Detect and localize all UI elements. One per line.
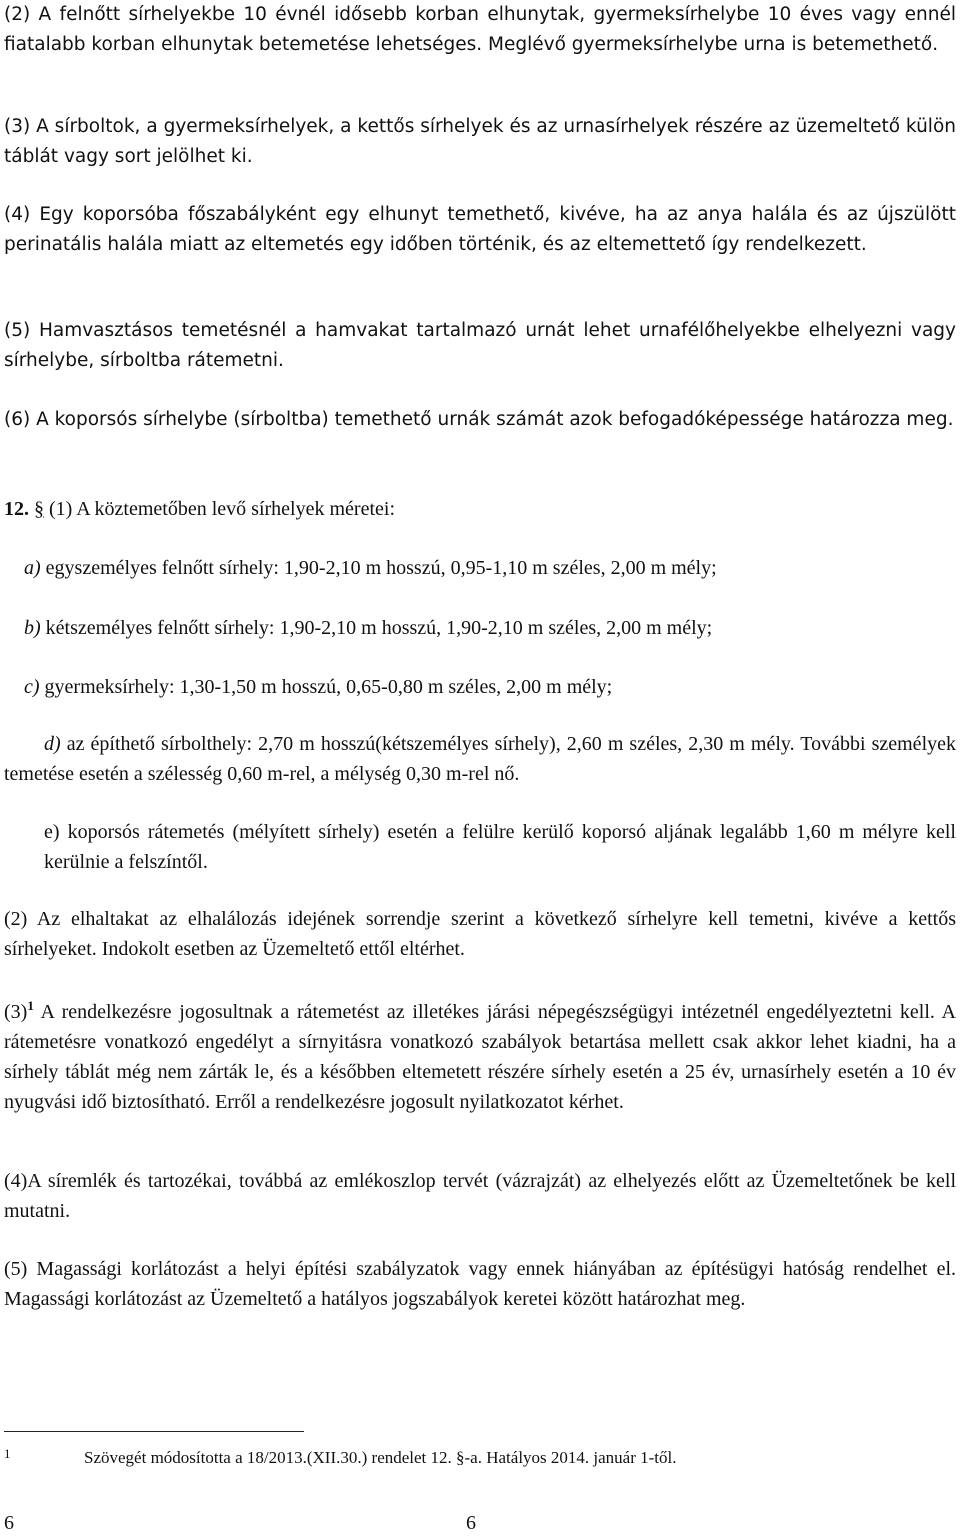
paragraph-12-3-text: A rendelkezésre jogosultnak a rátemetést az illetékes járási népegészségügyi intézetnél engedélyeztetni kell. A rátemetésre vonatkozó engedélyt a sírnyitásra vonatkozó szabályok betartása mellett csak akkor lehet kiadni, ha a sírhely táblát még nem zárták le, és a későbben eltemetett részére sírhely esetén a 25 év, urnasírhely esetén a 10 év nyugvási idő biztosítható. Erről a rendelkezésre jogosult nyilatkozatot kérhet. xyxy=(4,1001,956,1113)
list-item-c xyxy=(24,672,956,702)
list-label-d: d) xyxy=(44,733,61,755)
list-text-b: kétszemélyes felnőtt sírhely: 1,90-2,10 m hosszú, 1,90-2,10 m széles, 2,00 m mély; xyxy=(40,617,713,639)
section-12-intro: (1) A köztemetőben levő sírhelyek méretei: xyxy=(44,498,395,520)
list-label-b: b) xyxy=(24,617,41,639)
list-text-a: egyszemélyes felnőtt sírhely: 1,90-2,10 m hosszú, 0,95-1,10 m széles, 2,00 m mély; xyxy=(40,557,717,579)
page-number-right: 6 xyxy=(466,1512,476,1534)
list-text-e: e) koporsós rátemetés (mélyített sírhely) esetén a felülre kerülő koporsó aljának legalább 1,60 m mélyre kell kerülnie a felszíntől. xyxy=(44,821,956,873)
paragraph-12-3-prefix: (3) xyxy=(4,1001,28,1023)
footnote-number: 1 xyxy=(4,1446,11,1461)
section-sign: § xyxy=(34,498,44,520)
paragraph-12-3 xyxy=(4,991,956,1117)
paragraph-11-2: (2) A felnőtt sírhelyekbe 10 évnél idősebb korban elhunytak, gyermeksírhelybe 10 éves vagy ennél fiatalabb korban elhunytak betemetése lehetséges. Meglévő gyermeksírhelybe urna is betemethető. xyxy=(4,4,956,55)
list-item-a xyxy=(24,553,956,583)
paragraph-11-3: (3) A sírboltok, a gyermeksírhelyek, a kettős sírhelyek és az urnasírhelyek részére az üzemeltető külön táblát vagy sort jelölhet ki. xyxy=(4,116,956,167)
footnote-divider xyxy=(4,1431,304,1432)
list-item-d xyxy=(4,729,956,789)
page-number-left: 6 xyxy=(4,1512,14,1534)
footnote-reference[interactable]: 1 xyxy=(27,998,34,1013)
paragraph-12-4: (4)A síremlék és tartozékai, továbbá az emlékoszlop tervét (vázrajzát) az elhelyezés előtt az Üzemeltetőnek be kell mutatni. xyxy=(4,1170,956,1222)
section-12-heading xyxy=(4,494,956,524)
list-item-e xyxy=(44,817,956,877)
paragraph-11-4: (4) Egy koporsóba főszabályként egy elhunyt temethető, kivéve, ha az anya halála és az újszülött perinatális halála miatt az eltemetés egy időben történik, és az eltemettető így rendelkezett. xyxy=(4,204,956,255)
list-label-c: c) xyxy=(24,676,40,698)
list-item-b xyxy=(24,613,956,643)
section-number: 12. xyxy=(4,498,29,520)
footnote-text: Szövegét módosította a 18/2013.(XII.30.) rendelet 12. §-a. Hatályos 2014. január 1-től. xyxy=(84,1448,677,1467)
paragraph-11-5: (5) Hamvasztásos temetésnél a hamvakat tartalmazó urnát lehet urnafélőhelyekbe elhelyezni vagy sírhelybe, sírboltba rátemetni. xyxy=(4,320,956,371)
paragraph-11-6: (6) A koporsós sírhelybe (sírboltba) temethető urnák számát azok befogadóképessége határozza meg. xyxy=(4,409,954,430)
list-text-d: az építhető sírbolthely: 2,70 m hosszú(kétszemélyes sírhely), 2,60 m széles, 2,30 m mély. További személyek temetése esetén a szélesség 0,60 m-rel, a mélység 0,30 m-rel nő. xyxy=(4,733,956,785)
paragraph-12-5: (5) Magassági korlátozást a helyi építési szabályzatok vagy ennek hiányában az építésügyi hatóság rendelhet el. Magassági korlátozást az Üzemeltető a hatályos jogszabályok keretei között határozhat meg. xyxy=(4,1258,956,1310)
list-label-a: a) xyxy=(24,557,41,579)
paragraph-12-2: (2) Az elhaltakat az elhalálozás idejének sorrendje szerint a következő sírhelyre kell temetni, kivéve a kettős sírhelyeket. Indokolt esetben az Üzemeltető ettől eltérhet. xyxy=(4,908,956,960)
list-text-c: gyermeksírhely: 1,30-1,50 m hosszú, 0,65-0,80 m széles, 2,00 m mély; xyxy=(39,676,613,698)
